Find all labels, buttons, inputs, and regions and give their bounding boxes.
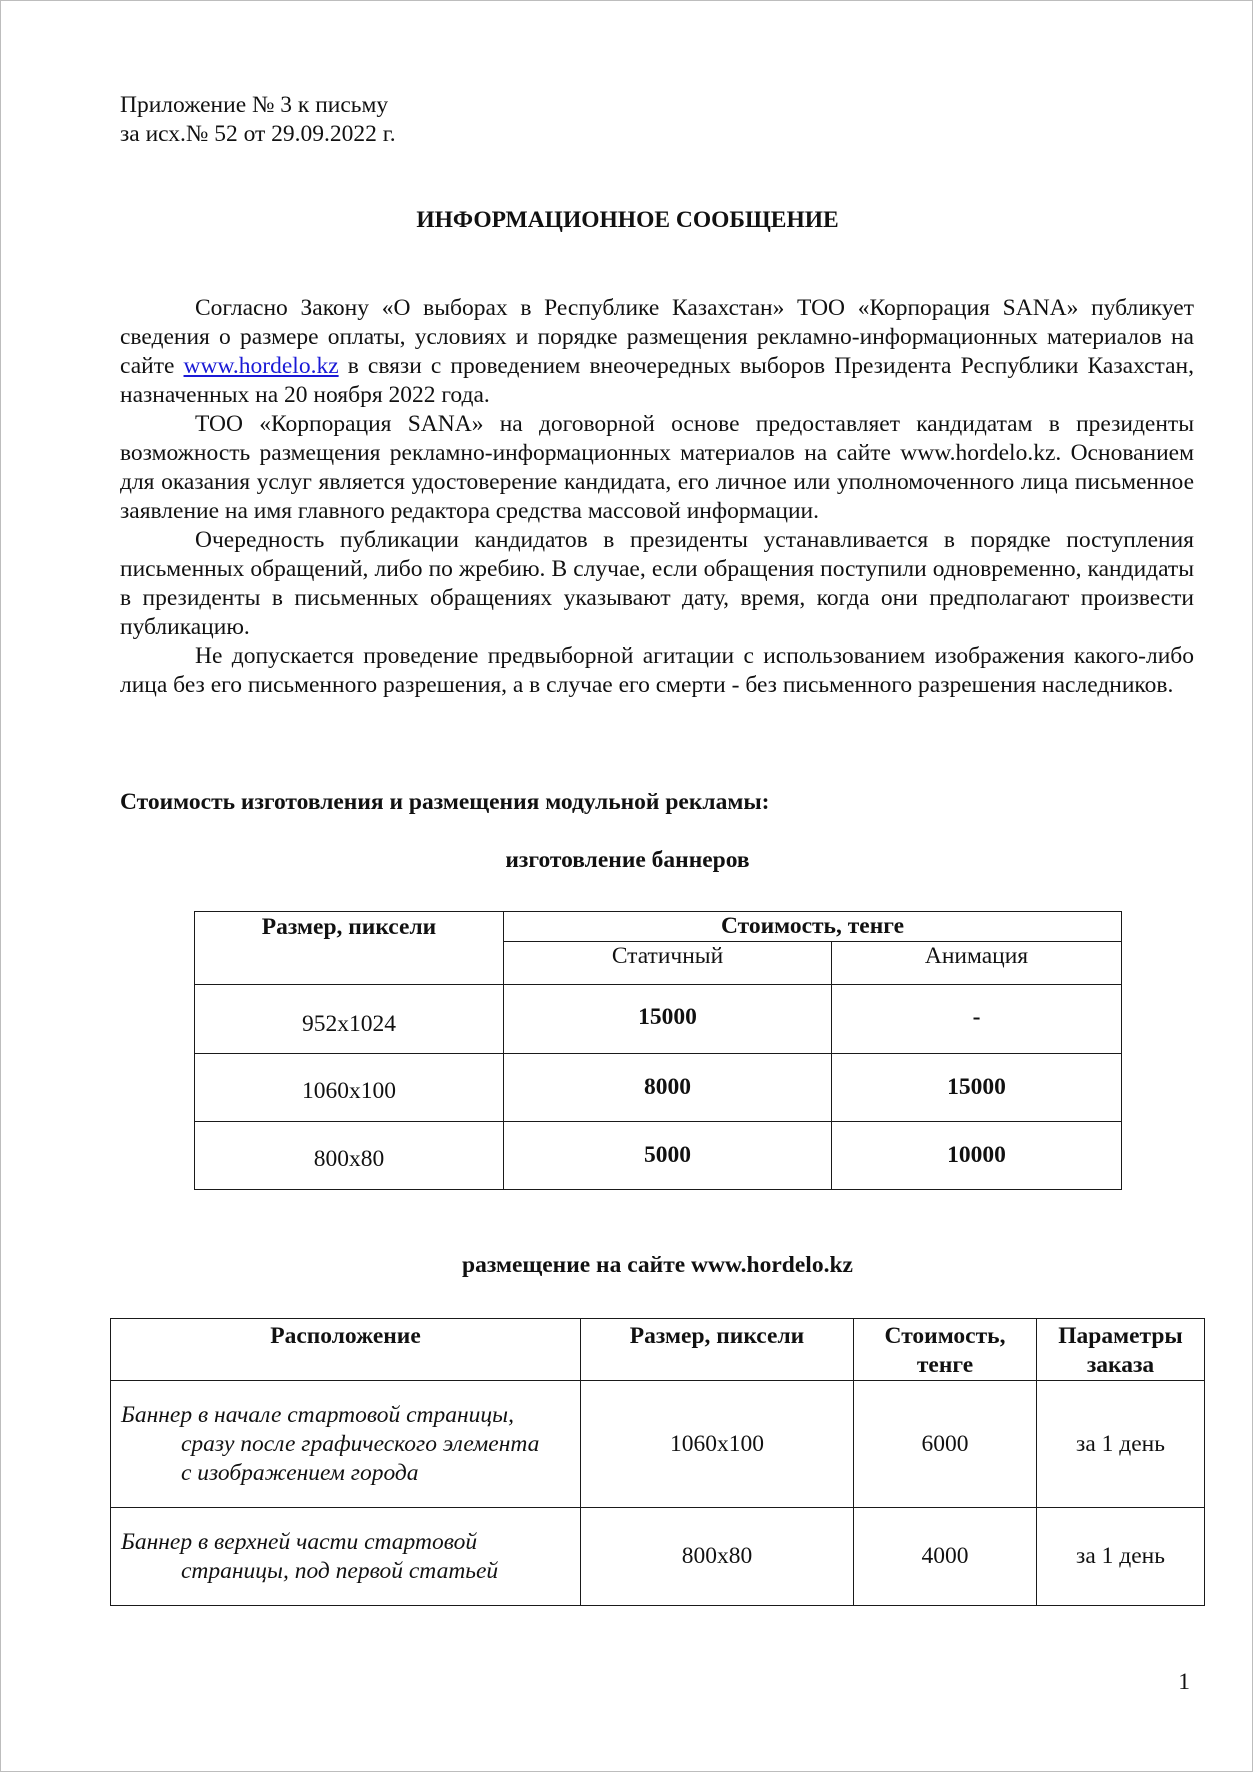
table1-heading: изготовление баннеров (505, 847, 750, 873)
site-link[interactable]: www.hordelo.kz (183, 353, 339, 379)
location-line-3: с изображением города (181, 1459, 419, 1486)
paragraph-4: Не допускается проведение предвыборной агитации с использованием изображения какого-либо лица без его письменного разрешения, а в случае его смерти - без письменного разрешения наследников. (120, 643, 1194, 698)
ref-line-2: за исх.№ 52 от 29.09.2022 г. (120, 121, 396, 147)
anim-cost-cell: - (832, 985, 1122, 1054)
cost-cell: 6000 (854, 1381, 1037, 1508)
table2-heading: размещение на сайте www.hordelo.kz (462, 1252, 853, 1278)
p1-text-after: в связи с проведением внеочередных выборов Президента Республики Казахстан, назначенных на 20 ноября 2022 года. (120, 353, 1194, 408)
col-static-header: Статичный (504, 942, 832, 985)
table-row (195, 985, 1122, 1054)
col-anim-header: Анимация (832, 942, 1122, 985)
placement-table (110, 1318, 1205, 1606)
table-row (195, 1122, 1122, 1190)
paragraph-3: Очередность публикации кандидатов в президенты устанавливается в порядке поступления письменных обращений, либо по жребию. В случае, если обращения поступили одновременно, кандидаты в президенты в письменных обращениях указывают дату, время, когда они предполагают произвести публикацию. (120, 527, 1194, 640)
size-cell: 1060x100 (581, 1381, 854, 1508)
location-cell (111, 1381, 581, 1508)
col-cost-header (854, 1319, 1037, 1381)
cost-header-line-1: Стоимость, (884, 1323, 1006, 1349)
anim-cost-cell: 10000 (832, 1122, 1122, 1190)
location-line-2: страницы, под первой статьей (181, 1557, 499, 1584)
params-header-line-1: Параметры (1058, 1323, 1183, 1349)
banner-production-table (194, 911, 1122, 1190)
size-cell: 800x80 (195, 1122, 504, 1190)
page-number: 1 (1178, 1669, 1190, 1695)
p1-text-before: Согласно Закону «О выборах в Республике Казахстан» ТОО «Корпорация SANA» публикует сведения о размере оплаты, условиях и порядке размещения рекламно-информационных материалов на сайте (120, 295, 1194, 379)
col-params-header (1037, 1319, 1205, 1381)
location-cell (111, 1508, 581, 1606)
document-title: ИНФОРМАЦИОННОЕ СООБЩЕНИЕ (416, 207, 839, 233)
params-header-line-2: заказа (1086, 1352, 1155, 1378)
paragraph-1 (120, 294, 1194, 410)
col-size-header: Размер, пиксели (581, 1319, 854, 1381)
location-line-2: сразу после графического элемента (181, 1430, 540, 1457)
table-row (195, 1054, 1122, 1122)
location-line-1: Баннер в начале стартовой страницы, (121, 1401, 514, 1428)
size-cell: 800x80 (581, 1508, 854, 1606)
cost-header-line-2: тенге (916, 1352, 974, 1378)
table-row (111, 1508, 1205, 1606)
ref-line-1: Приложение № 3 к письму (120, 92, 389, 118)
location-line-1: Баннер в верхней части стартовой (121, 1528, 478, 1555)
letter-reference (120, 91, 396, 149)
section-heading: Стоимость изготовления и размещения модульной рекламы: (120, 789, 770, 815)
size-cell: 952x1024 (195, 985, 504, 1054)
col-size-header: Размер, пиксели (195, 912, 504, 985)
paragraph-2: ТОО «Корпорация SANA» на договорной основе предоставляет кандидатам в президенты возможность размещения рекламно-информационных материалов на сайте www.hordelo.kz. Основанием для оказания услуг является удостоверение кандидата, его личное или уполномоченного лица письменное заявление на имя главного редактора средства массовой информации. (120, 411, 1194, 524)
params-cell: за 1 день (1037, 1508, 1205, 1606)
body-text (120, 294, 1194, 700)
static-cost-cell: 5000 (504, 1122, 832, 1190)
table-row (111, 1381, 1205, 1508)
cost-cell: 4000 (854, 1508, 1037, 1606)
static-cost-cell: 15000 (504, 985, 832, 1054)
static-cost-cell: 8000 (504, 1054, 832, 1122)
size-cell: 1060x100 (195, 1054, 504, 1122)
col-location-header: Расположение (111, 1319, 581, 1381)
anim-cost-cell: 15000 (832, 1054, 1122, 1122)
col-cost-header: Стоимость, тенге (504, 912, 1122, 942)
params-cell: за 1 день (1037, 1381, 1205, 1508)
